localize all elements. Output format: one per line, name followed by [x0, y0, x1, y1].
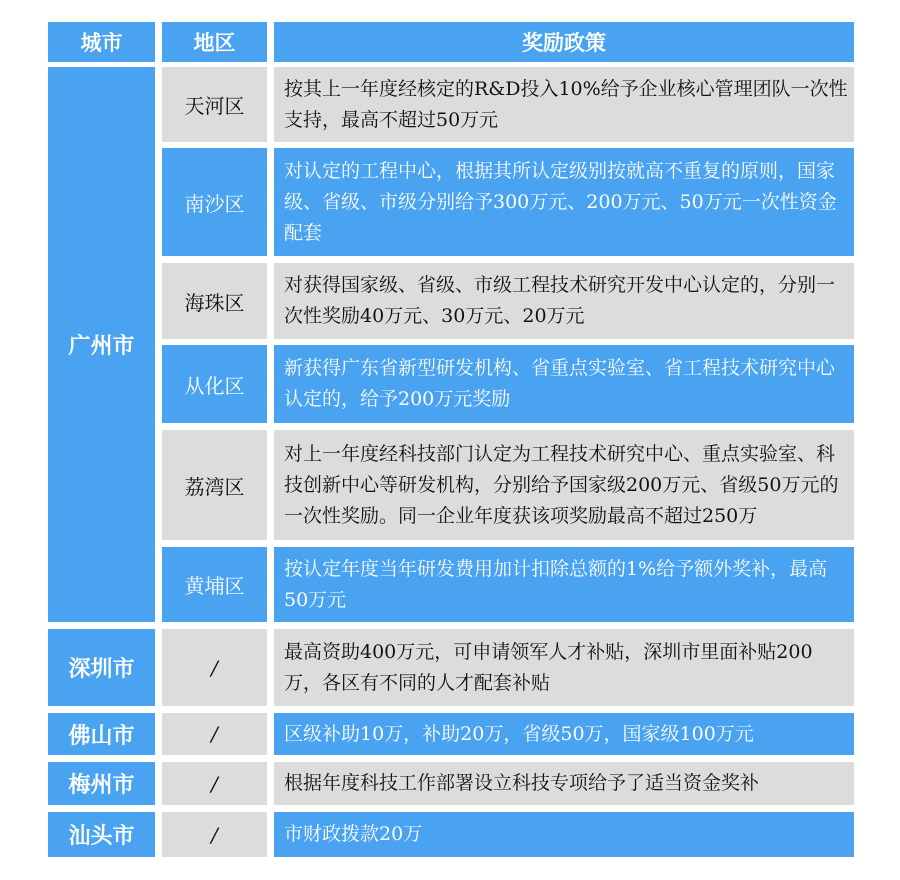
district-meizhou: / — [162, 762, 267, 805]
city-shantou: 汕头市 — [48, 812, 155, 857]
district-nansha: 南沙区 — [162, 148, 267, 256]
policy-meizhou: 根据年度科技工作部署设立科技专项给予了适当资金奖补 — [274, 762, 854, 805]
policy-huangpu: 按认定年度当年研发费用加计扣除总额的1%给予额外奖补，最高50万元 — [274, 547, 854, 622]
district-huangpu: 黄埔区 — [162, 547, 267, 622]
city-guangzhou: 广州市 — [48, 67, 155, 622]
district-liwan: 荔湾区 — [162, 430, 267, 540]
header-district: 地区 — [162, 22, 267, 62]
policy-nansha: 对认定的工程中心，根据其所认定级别按就高不重复的原则，国家级、省级、市级分别给予300万元、200万元、50万元一次性资金配套 — [274, 148, 854, 256]
policy-liwan: 对上一年度经科技部门认定为工程技术研究中心、重点实验室、科技创新中心等研发机构，分别给予国家级200万元、省级50万元的一次性奖励。同一企业年度获该项奖励最高不超过250万 — [274, 430, 854, 540]
policy-shenzhen: 最高资助400万元，可申请领军人才补贴，深圳市里面补贴200万，各区有不同的人才配套补贴 — [274, 629, 854, 706]
city-meizhou: 梅州市 — [48, 762, 155, 805]
city-foshan: 佛山市 — [48, 713, 155, 755]
district-foshan: / — [162, 713, 267, 755]
policy-foshan: 区级补助10万，补助20万，省级50万，国家级100万元 — [274, 713, 854, 755]
city-shenzhen: 深圳市 — [48, 629, 155, 706]
policy-conghua: 新获得广东省新型研发机构、省重点实验室、省工程技术研究中心认定的，给予200万元奖励 — [274, 345, 854, 423]
district-conghua: 从化区 — [162, 345, 267, 423]
district-tianhe: 天河区 — [162, 67, 267, 142]
district-shenzhen: / — [162, 629, 267, 706]
district-haizhu: 海珠区 — [162, 263, 267, 339]
policy-shantou: 市财政拨款20万 — [274, 812, 854, 857]
district-shantou: / — [162, 812, 267, 857]
policy-haizhu: 对获得国家级、省级、市级工程技术研究开发中心认定的，分别一次性奖励40万元、30万元、20万元 — [274, 263, 854, 339]
policy-tianhe: 按其上一年度经核定的R&D投入10%给予企业核心管理团队一次性支持，最高不超过50万元 — [274, 67, 854, 142]
header-city: 城市 — [48, 22, 155, 62]
header-policy: 奖励政策 — [274, 22, 854, 62]
